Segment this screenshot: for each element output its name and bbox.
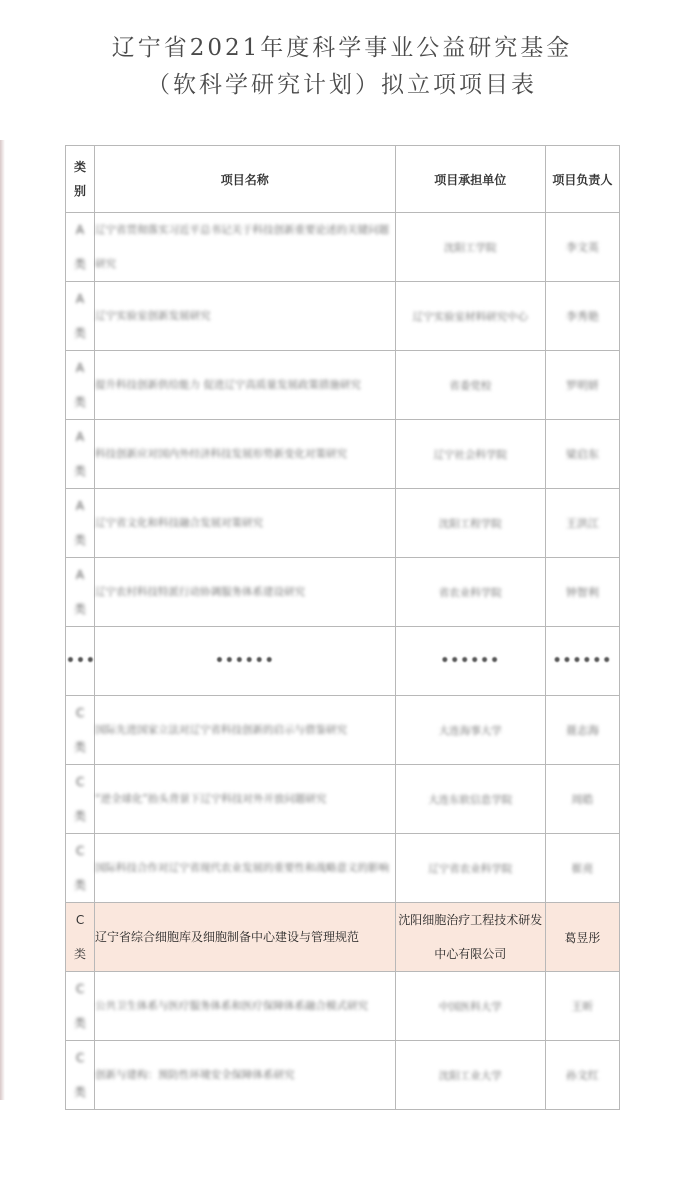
highlighted-table-row bbox=[66, 903, 620, 972]
row-project-name: “逆全球化”抬头背景下辽宁科技对外开放问题研究 bbox=[95, 765, 396, 834]
row-project-unit: 沈阳工程学院 bbox=[395, 489, 545, 558]
row-project-unit: 大连东软信息学院 bbox=[395, 765, 545, 834]
project-table bbox=[65, 145, 620, 1110]
header-category-line1: 类 bbox=[74, 160, 87, 174]
table-row bbox=[66, 765, 620, 834]
row-category: A 类 bbox=[66, 282, 95, 351]
row-project-name: 辽宁实验室创新发展研究 bbox=[95, 282, 396, 351]
row-project-leader: 王昕 bbox=[545, 972, 619, 1041]
row-category: A 类 bbox=[66, 420, 95, 489]
ellipsis-row bbox=[66, 627, 620, 696]
row-category: A 类 bbox=[66, 213, 95, 282]
ellipsis-unit: •••••• bbox=[395, 627, 545, 696]
row-project-name: 辽宁农村科技特派行动协调服务体系建设研究 bbox=[95, 558, 396, 627]
row-project-leader: 李文英 bbox=[545, 213, 619, 282]
page-edge-shadow bbox=[0, 140, 5, 1100]
header-category-line2: 别 bbox=[74, 184, 87, 198]
row-project-unit: 沈阳细胞治疗工程技术研发中心有限公司 bbox=[395, 903, 545, 972]
row-project-leader: 聂志海 bbox=[545, 696, 619, 765]
table-header-row bbox=[66, 146, 620, 213]
row-project-leader: 钟智利 bbox=[545, 558, 619, 627]
table-row bbox=[66, 282, 620, 351]
table-row bbox=[66, 558, 620, 627]
row-category: C 类 bbox=[66, 972, 95, 1041]
row-project-name: 公共卫生体系与医疗服务体系和医疗保障体系融合模式研究 bbox=[95, 972, 396, 1041]
row-project-leader: 葛昱彤 bbox=[545, 903, 619, 972]
table-row bbox=[66, 834, 620, 903]
page-subtitle: （软科学研究计划）拟立项项目表 bbox=[147, 72, 537, 98]
row-category: C 类 bbox=[66, 696, 95, 765]
row-category: C 类 bbox=[66, 1041, 95, 1110]
row-project-name: 提升科技创新供给能力 促进辽宁高质量发展政策措施研究 bbox=[95, 351, 396, 420]
row-project-leader: 罗明妍 bbox=[545, 351, 619, 420]
row-project-name: 创新与建构：预防性环境安全保障体系研究 bbox=[95, 1041, 396, 1110]
ellipsis-name: •••••• bbox=[95, 627, 396, 696]
row-project-leader: 梁启东 bbox=[545, 420, 619, 489]
row-category: A 类 bbox=[66, 489, 95, 558]
header-project-leader: 项目负责人 bbox=[545, 146, 619, 213]
row-category: C 类 bbox=[66, 903, 95, 972]
row-project-unit: 大连海事大学 bbox=[395, 696, 545, 765]
row-project-unit: 沈阳工学院 bbox=[395, 213, 545, 282]
row-project-unit: 辽宁社会科学院 bbox=[395, 420, 545, 489]
page-title: 辽宁省2021年度科学事业公益研究基金 bbox=[111, 35, 573, 61]
row-project-name: 科技创新应对国内外经济科技发展形势新变化对策研究 bbox=[95, 420, 396, 489]
row-project-unit: 省农业科学院 bbox=[395, 558, 545, 627]
row-project-unit: 辽宁实验室材料研究中心 bbox=[395, 282, 545, 351]
header-category bbox=[66, 146, 95, 213]
row-project-unit: 中国医科大学 bbox=[395, 972, 545, 1041]
table-row bbox=[66, 213, 620, 282]
table-row bbox=[66, 351, 620, 420]
row-category: A 类 bbox=[66, 351, 95, 420]
row-category: A 类 bbox=[66, 558, 95, 627]
ellipsis-leader: •••••• bbox=[545, 627, 619, 696]
row-project-unit: 省委党校 bbox=[395, 351, 545, 420]
row-project-leader: 王洪江 bbox=[545, 489, 619, 558]
row-project-unit: 辽宁省农业科学院 bbox=[395, 834, 545, 903]
row-project-leader: 崔亮 bbox=[545, 834, 619, 903]
ellipsis-category: ••• bbox=[66, 627, 95, 696]
row-project-name: 辽宁省贯彻落实习近平总书记关于科技创新重要论述的关键问题研究 bbox=[95, 213, 396, 282]
row-project-name: 辽宁省文化和科技融合发展对策研究 bbox=[95, 489, 396, 558]
row-category: C 类 bbox=[66, 765, 95, 834]
header-project-unit: 项目承担单位 bbox=[395, 146, 545, 213]
table-row bbox=[66, 1041, 620, 1110]
row-project-name: 国际科技合作对辽宁省现代农业发展的重要性和战略意义的影响 bbox=[95, 834, 396, 903]
table-row bbox=[66, 489, 620, 558]
table-row bbox=[66, 420, 620, 489]
row-project-unit: 沈阳工业大学 bbox=[395, 1041, 545, 1110]
table-row bbox=[66, 696, 620, 765]
row-project-name: 国际先进国家立法对辽宁省科技创新的启示与借鉴研究 bbox=[95, 696, 396, 765]
row-project-name: 辽宁省综合细胞库及细胞制备中心建设与管理规范 bbox=[95, 903, 396, 972]
table-row bbox=[66, 972, 620, 1041]
header-project-name: 项目名称 bbox=[95, 146, 396, 213]
row-project-leader: 李秀艳 bbox=[545, 282, 619, 351]
row-project-leader: 孙文红 bbox=[545, 1041, 619, 1110]
row-project-leader: 周皓 bbox=[545, 765, 619, 834]
row-category: C 类 bbox=[66, 834, 95, 903]
